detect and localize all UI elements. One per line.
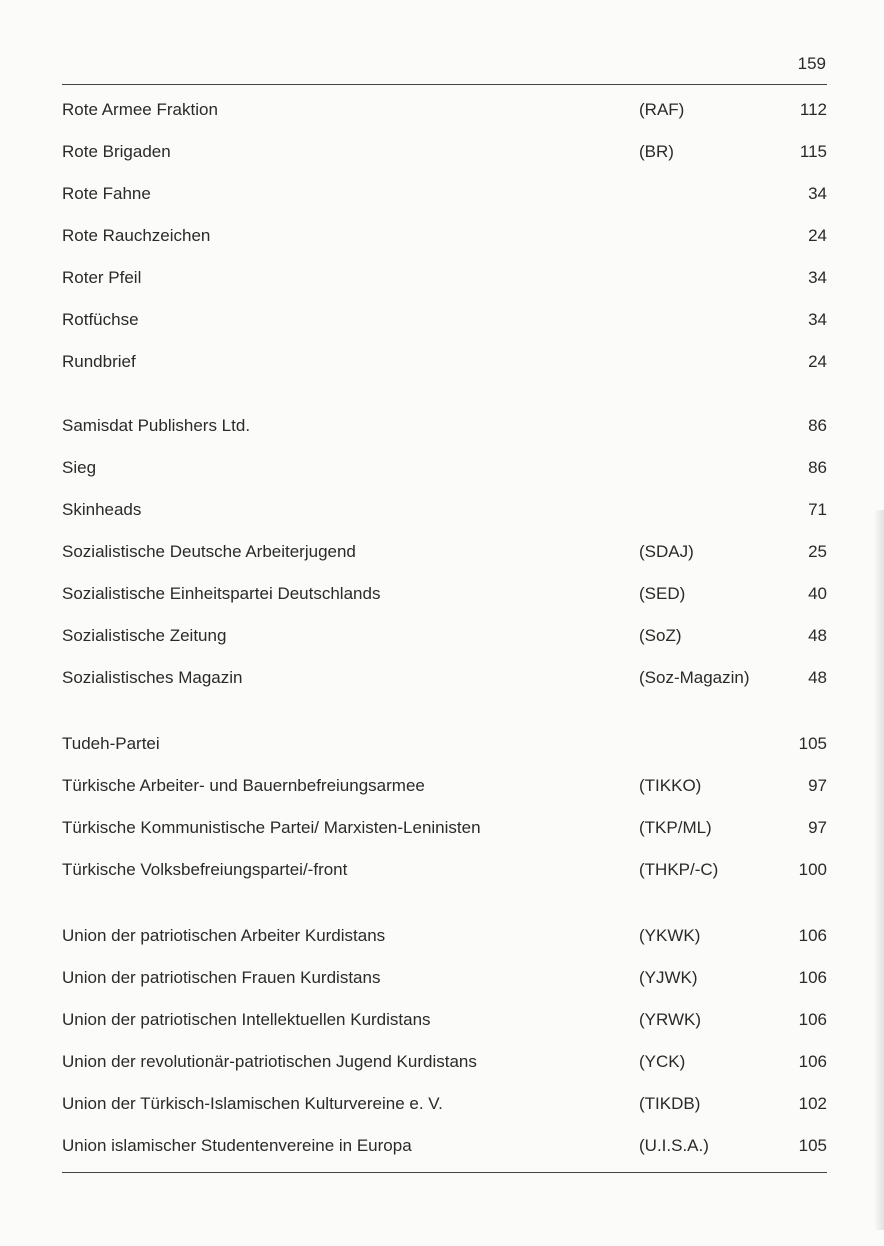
index-entry xyxy=(62,456,827,480)
index-entry xyxy=(62,308,827,332)
bottom-rule xyxy=(62,1172,827,1173)
entry-page: 106 xyxy=(798,1010,827,1029)
entry-name: Tudeh-Partei xyxy=(62,734,160,753)
page-edge-shadow xyxy=(874,510,884,1230)
entry-abbreviation: (THKP/-C) xyxy=(639,860,719,879)
entry-page: 106 xyxy=(798,968,827,987)
entry-name: Samisdat Publishers Ltd. xyxy=(62,416,251,435)
entry-name: Union der patriotischen Intellektuellen Kurdistans xyxy=(62,1010,431,1029)
index-entry xyxy=(62,140,827,164)
entry-page: 106 xyxy=(798,1052,827,1071)
index-entry xyxy=(62,666,827,690)
index-entry xyxy=(62,732,827,756)
page-number: 159 xyxy=(797,54,826,73)
entry-name: Türkische Kommunistische Partei/ Marxisten-Leninisten xyxy=(62,818,481,837)
index-entry xyxy=(62,414,827,438)
index-entry xyxy=(62,774,827,798)
entry-page: 34 xyxy=(808,268,827,287)
entry-page: 100 xyxy=(798,860,827,879)
entry-abbreviation: (U.I.S.A.) xyxy=(639,1136,709,1155)
entry-page: 86 xyxy=(808,458,827,477)
entry-name: Union der patriotischen Arbeiter Kurdistans xyxy=(62,926,386,945)
entry-name: Rote Armee Fraktion xyxy=(62,100,218,119)
entry-page: 48 xyxy=(808,626,827,645)
entry-page: 24 xyxy=(808,352,827,371)
entry-name: Union der Türkisch-Islamischen Kulturvereine e. V. xyxy=(62,1094,443,1113)
index-entry xyxy=(62,350,827,374)
entry-page: 106 xyxy=(798,926,827,945)
entry-name: Sozialistische Einheitspartei Deutschlands xyxy=(62,584,381,603)
index-entry xyxy=(62,1050,827,1074)
entry-name: Türkische Volksbefreiungspartei/-front xyxy=(62,860,348,879)
entry-name: Rote Fahne xyxy=(62,184,151,203)
entry-abbreviation: (SDAJ) xyxy=(639,542,694,561)
entry-name: Sozialistische Zeitung xyxy=(62,626,227,645)
entry-abbreviation: (BR) xyxy=(639,142,674,161)
entry-page: 112 xyxy=(799,100,827,119)
entry-name: Sozialistische Deutsche Arbeiterjugend xyxy=(62,542,356,561)
entry-page: 97 xyxy=(808,776,827,795)
entry-abbreviation: (SED) xyxy=(639,584,686,603)
entry-abbreviation: (TKP/ML) xyxy=(639,818,712,837)
entry-page: 24 xyxy=(808,226,827,245)
entry-name: Sieg xyxy=(62,458,97,477)
entry-page: 48 xyxy=(808,668,827,687)
entry-name: Rotfüchse xyxy=(62,310,139,329)
index-entry xyxy=(62,924,827,948)
entry-name: Türkische Arbeiter- und Bauernbefreiungsarmee xyxy=(62,776,425,795)
entry-abbreviation: (RAF) xyxy=(639,100,685,119)
entry-page: 105 xyxy=(798,734,827,753)
entry-name: Union der patriotischen Frauen Kurdistans xyxy=(62,968,381,987)
index-entry xyxy=(62,182,827,206)
entry-page: 102 xyxy=(798,1094,827,1113)
index-entry xyxy=(62,498,827,522)
entry-page: 86 xyxy=(808,416,827,435)
index-entry xyxy=(62,816,827,840)
entry-abbreviation: (TIKDB) xyxy=(639,1094,701,1113)
entry-page: 34 xyxy=(808,310,827,329)
index-entry xyxy=(62,1134,827,1158)
index-entry xyxy=(62,858,827,882)
entry-name: Skinheads xyxy=(62,500,142,519)
index-entry xyxy=(62,266,827,290)
entry-name: Union der revolutionär-patriotischen Jugend Kurdistans xyxy=(62,1052,477,1071)
entry-abbreviation: (YCK) xyxy=(639,1052,686,1071)
index-entry xyxy=(62,966,827,990)
entry-name: Rote Brigaden xyxy=(62,142,171,161)
index-entry xyxy=(62,98,827,122)
index-entry xyxy=(62,540,827,564)
entry-page: 40 xyxy=(808,584,827,603)
entry-name: Rundbrief xyxy=(62,352,136,371)
top-rule xyxy=(62,84,827,85)
entry-name: Sozialistisches Magazin xyxy=(62,668,243,687)
entry-page: 71 xyxy=(808,500,827,519)
index-entry xyxy=(62,582,827,606)
entry-abbreviation: (TIKKO) xyxy=(639,776,702,795)
entry-abbreviation: (YKWK) xyxy=(639,926,701,945)
entry-page: 115 xyxy=(799,142,827,161)
index-entry xyxy=(62,624,827,648)
entry-abbreviation: (YJWK) xyxy=(639,968,698,987)
entry-abbreviation: (Soz-Magazin) xyxy=(639,668,750,687)
entry-abbreviation: (SoZ) xyxy=(639,626,682,645)
entry-name: Rote Rauchzeichen xyxy=(62,226,211,245)
entry-name: Union islamischer Studentenvereine in Europa xyxy=(62,1136,412,1155)
entry-page: 97 xyxy=(808,818,827,837)
index-entry xyxy=(62,1092,827,1116)
entry-abbreviation: (YRWK) xyxy=(639,1010,702,1029)
entry-page: 34 xyxy=(808,184,827,203)
index-entry xyxy=(62,224,827,248)
entry-name: Roter Pfeil xyxy=(62,268,142,287)
index-entry xyxy=(62,1008,827,1032)
entry-page: 105 xyxy=(798,1136,827,1155)
entry-page: 25 xyxy=(808,542,827,561)
